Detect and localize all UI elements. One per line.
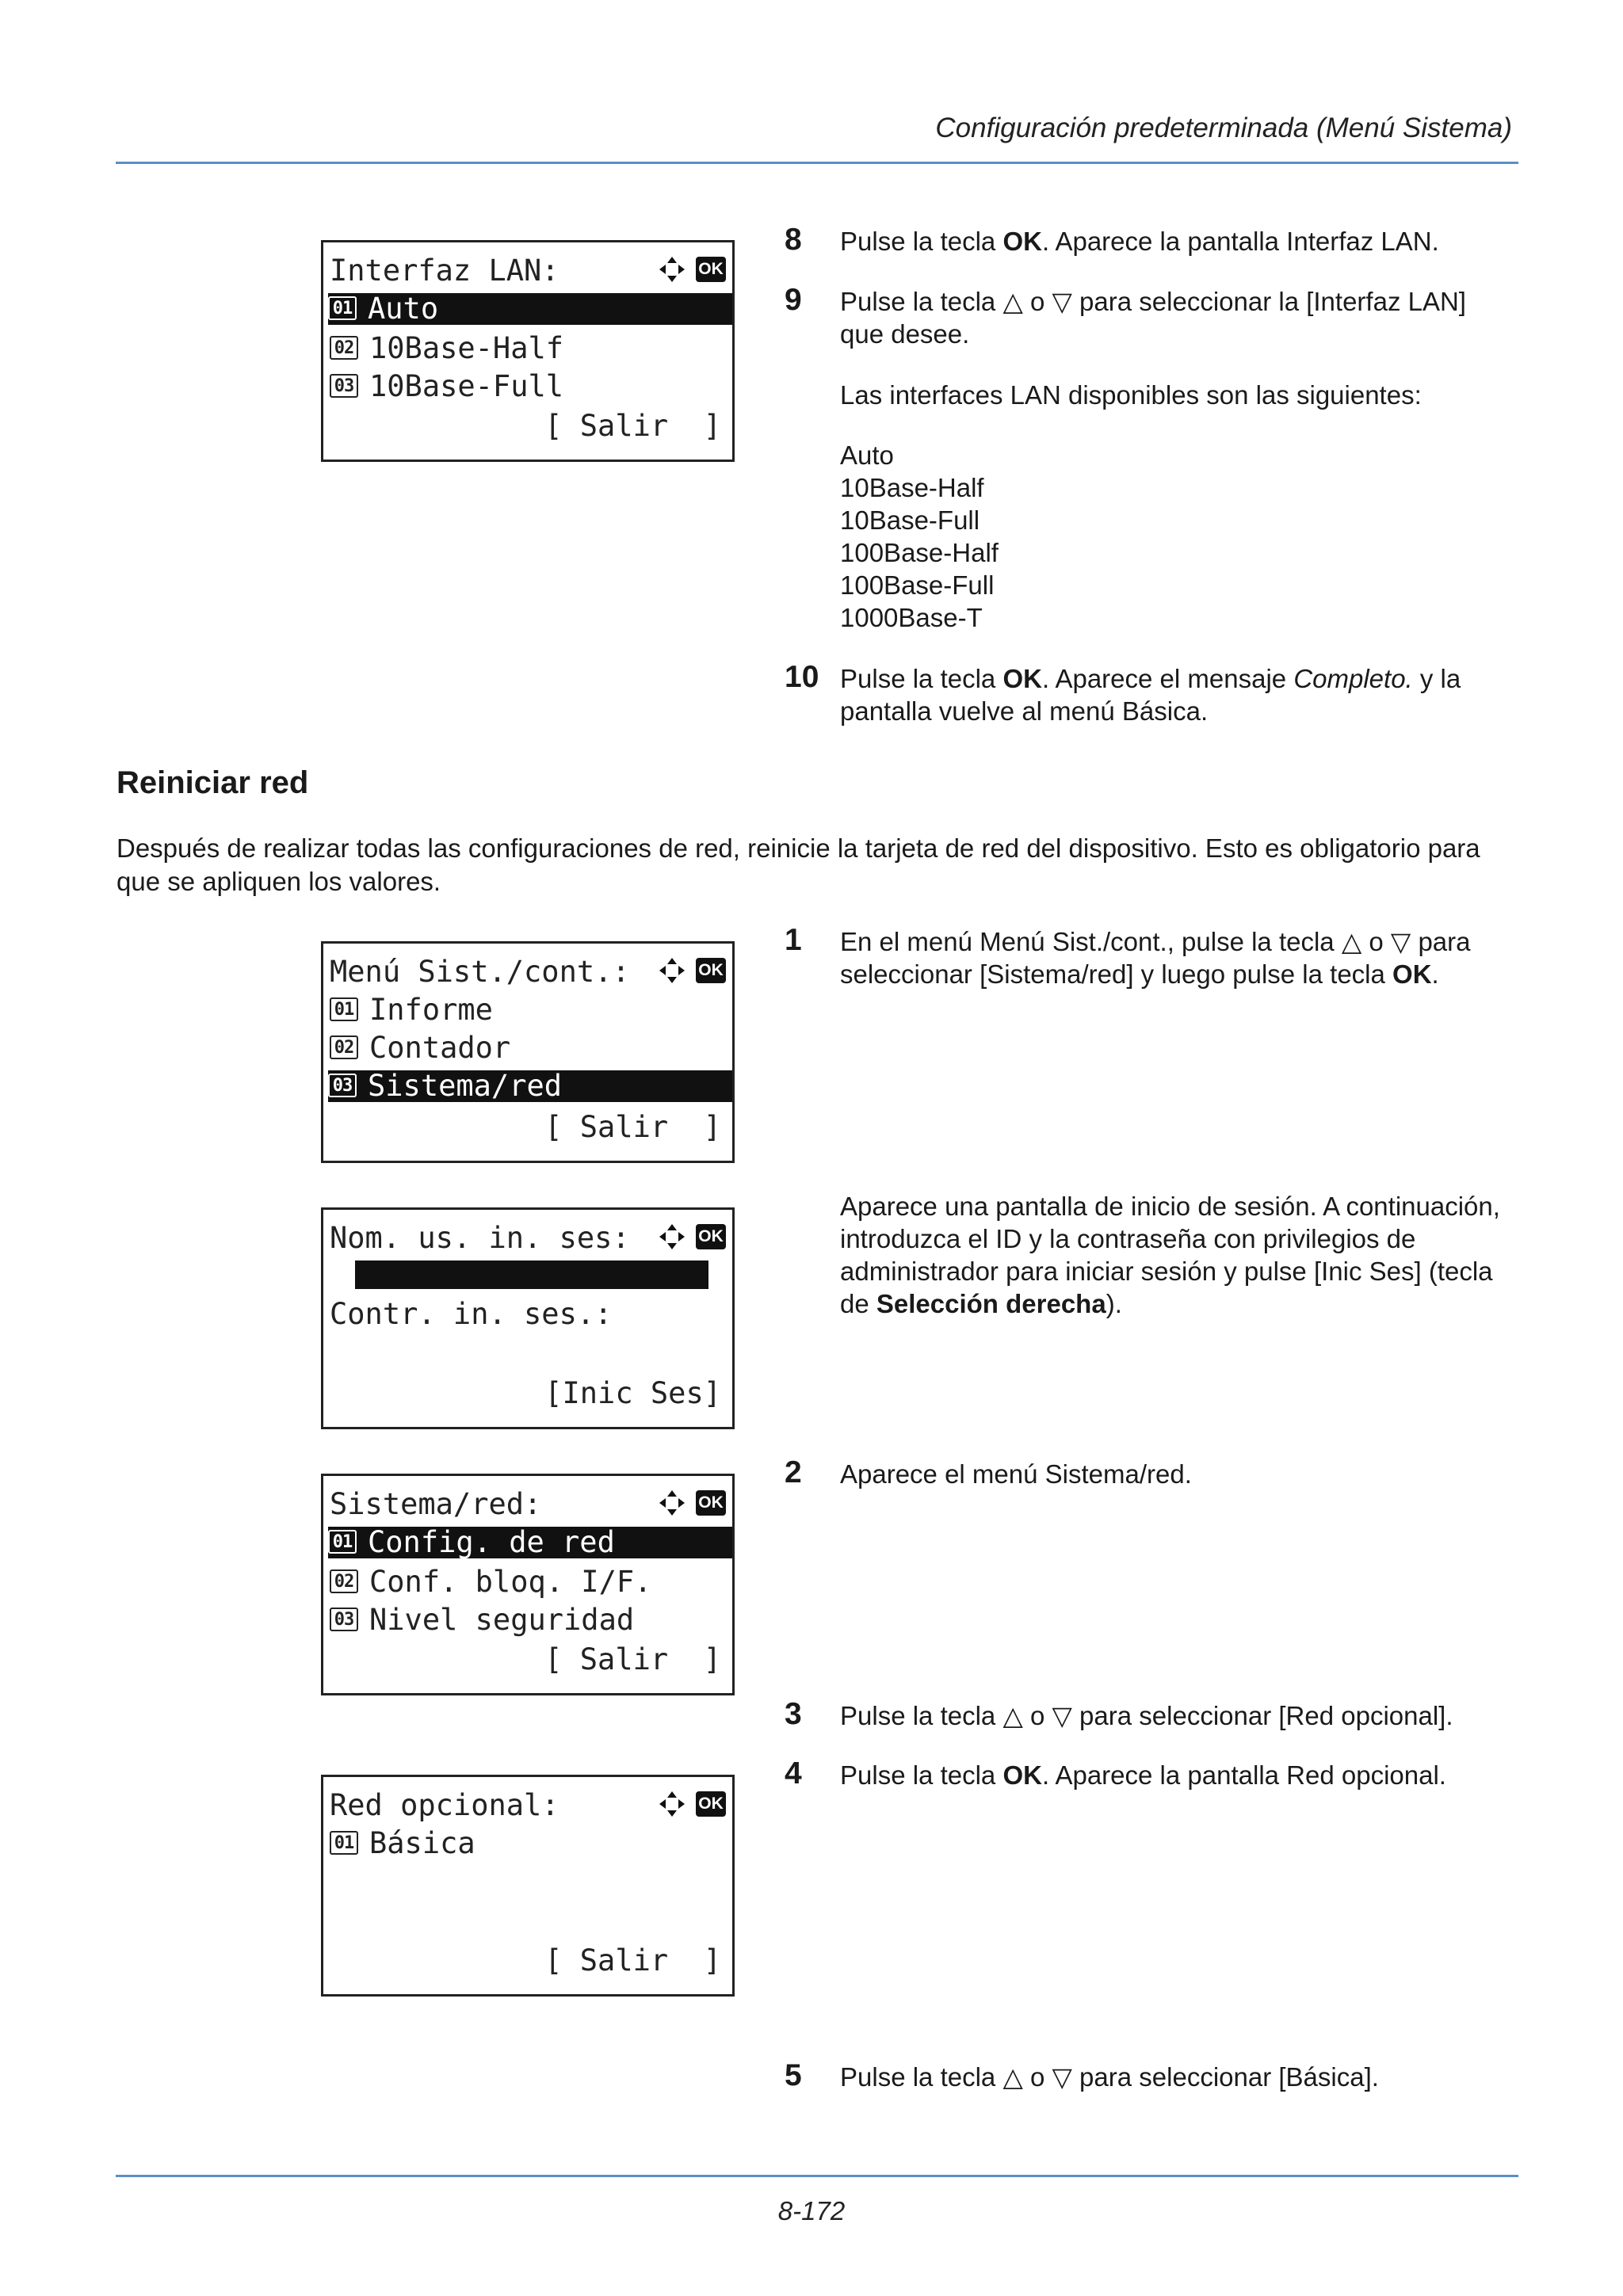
item-number-icon: 01 (330, 997, 358, 1021)
lcd-item-label: Config. de red (368, 1525, 615, 1559)
item-number-icon: 02 (330, 336, 358, 360)
password-label: Contr. in. ses.: (330, 1297, 613, 1331)
step-number: 1 (785, 923, 802, 957)
lcd-item-label: Nivel seguridad (369, 1603, 635, 1637)
step-number: 4 (785, 1756, 802, 1791)
item-number-icon: 02 (330, 1569, 358, 1593)
lcd-item-label: Conf. bloq. I/F. (369, 1565, 652, 1599)
lcd-softkey-salir: [ Salir ] (544, 409, 721, 443)
step-3-text: Pulse la tecla △ o ▽ para seleccionar [Red opcional]. (840, 1701, 1453, 1730)
list-item: 10Base-Full (840, 505, 980, 535)
step-number: 8 (785, 223, 802, 257)
lcd-softkey-salir: [ Salir ] (544, 1943, 721, 1978)
lcd-softkey-salir: [ Salir ] (544, 1642, 721, 1676)
step-1-text: En el menú Menú Sist./cont., pulse la tecla △ o ▽ para seleccionar [Sistema/red] y luego pulse la tecla OK. (840, 927, 1471, 989)
step-number: 10 (785, 660, 819, 694)
page-number: 8-172 (777, 2196, 846, 2225)
step-5-text: Pulse la tecla △ o ▽ para seleccionar [Básica]. (840, 2062, 1379, 2092)
navigation-arrows-icon (656, 1221, 688, 1253)
item-number-icon: 03 (328, 1074, 357, 1097)
lcd-item-label: Auto (368, 292, 439, 326)
item-number-icon: 01 (330, 1831, 358, 1855)
step-number: 2 (785, 1455, 802, 1489)
step-number: 3 (785, 1697, 802, 1731)
lcd-softkey-inic-ses: [Inic Ses] (544, 1376, 721, 1410)
lcd-title: Red opcional: (330, 1788, 559, 1822)
lcd-sistema-red (321, 1474, 735, 1695)
lcd-title: Interfaz LAN: (330, 254, 559, 288)
item-number-icon: 02 (330, 1035, 358, 1059)
ok-key-icon: OK (696, 1791, 726, 1817)
page-header-title: Configuración predeterminada (Menú Sistema) (935, 113, 1512, 143)
lcd-item-label: 10Base-Half (369, 331, 564, 365)
ok-key-icon: OK (696, 1490, 726, 1516)
lcd-item (330, 1604, 732, 1636)
lcd-red-opcional (321, 1775, 735, 1997)
lcd-softkey-salir: [ Salir ] (544, 1110, 721, 1144)
step-8-text: Pulse la tecla OK. Aparece la pantalla Interfaz LAN. (840, 227, 1439, 256)
list-item: 100Base-Half (840, 538, 999, 567)
step-10-text: Pulse la tecla OK. Aparece el mensaje Completo. y la pantalla vuelve al menú Básica. (840, 664, 1461, 726)
lcd-item-label: Sistema/red (368, 1069, 563, 1103)
list-item: 100Base-Full (840, 570, 995, 600)
navigation-arrows-icon (656, 1788, 688, 1820)
lcd-item-label: Contador (369, 1031, 511, 1065)
lcd-title: Sistema/red: (330, 1487, 542, 1521)
lcd-item (330, 371, 732, 402)
step-9-text: Pulse la tecla △ o ▽ para seleccionar la [Interfaz LAN] que desee. (840, 287, 1466, 349)
lcd-item (330, 994, 732, 1026)
item-number-icon: 01 (328, 296, 357, 320)
lcd-interfaz-lan (321, 240, 735, 462)
header-divider (116, 162, 1518, 164)
lcd-item (330, 1032, 732, 1064)
item-number-icon: 03 (330, 1608, 358, 1631)
navigation-arrows-icon (656, 254, 688, 285)
ok-key-icon: OK (696, 1224, 726, 1249)
lcd-item-label: Básica (369, 1826, 475, 1860)
item-number-icon: 03 (330, 374, 358, 398)
lcd-title: Nom. us. in. ses: (330, 1221, 630, 1255)
username-input-field (355, 1261, 708, 1289)
step-number: 9 (785, 283, 802, 317)
list-item: 10Base-Half (840, 473, 984, 502)
ok-key-icon: OK (696, 257, 726, 282)
item-number-icon: 01 (328, 1530, 357, 1554)
lcd-login (321, 1207, 735, 1429)
lcd-item (330, 1828, 732, 1859)
section-intro: Después de realizar todas las configuraciones de red, reinicie la tarjeta de red del dispositivo. Esto es obligatorio para que se apliquen los valores. (116, 833, 1480, 896)
list-item: 1000Base-T (840, 603, 983, 632)
footer-divider (116, 2175, 1518, 2177)
lcd-item-selected (328, 1527, 732, 1558)
navigation-arrows-icon (656, 1487, 688, 1519)
lcd-title: Menú Sist./cont.: (330, 955, 630, 989)
step-number: 5 (785, 2058, 802, 2092)
navigation-arrows-icon (656, 955, 688, 986)
ok-key-icon: OK (696, 958, 726, 983)
list-item: Auto (840, 441, 894, 470)
lcd-item-label: 10Base-Full (369, 369, 564, 403)
section-heading: Reiniciar red (116, 765, 309, 800)
step-2-text: Aparece el menú Sistema/red. (840, 1459, 1192, 1489)
lcd-menu-sistema (321, 941, 735, 1163)
lan-options-list (840, 439, 999, 634)
lcd-item-selected (328, 1070, 732, 1102)
lcd-item-label: Informe (369, 993, 493, 1027)
available-interfaces-text: Las interfaces LAN disponibles son las siguientes: (840, 380, 1422, 410)
step-4-text: Pulse la tecla OK. Aparece la pantalla Red opcional. (840, 1760, 1446, 1790)
lcd-item-selected (328, 293, 732, 325)
lcd-item (330, 333, 732, 364)
lcd-item (330, 1566, 732, 1598)
login-note-text: Aparece una pantalla de inicio de sesión. A continuación, introduzca el ID y la contraseña con privilegios de administrador para iniciar sesión y pulse [Inic Ses] (tecla de Selección derecha). (840, 1192, 1500, 1318)
